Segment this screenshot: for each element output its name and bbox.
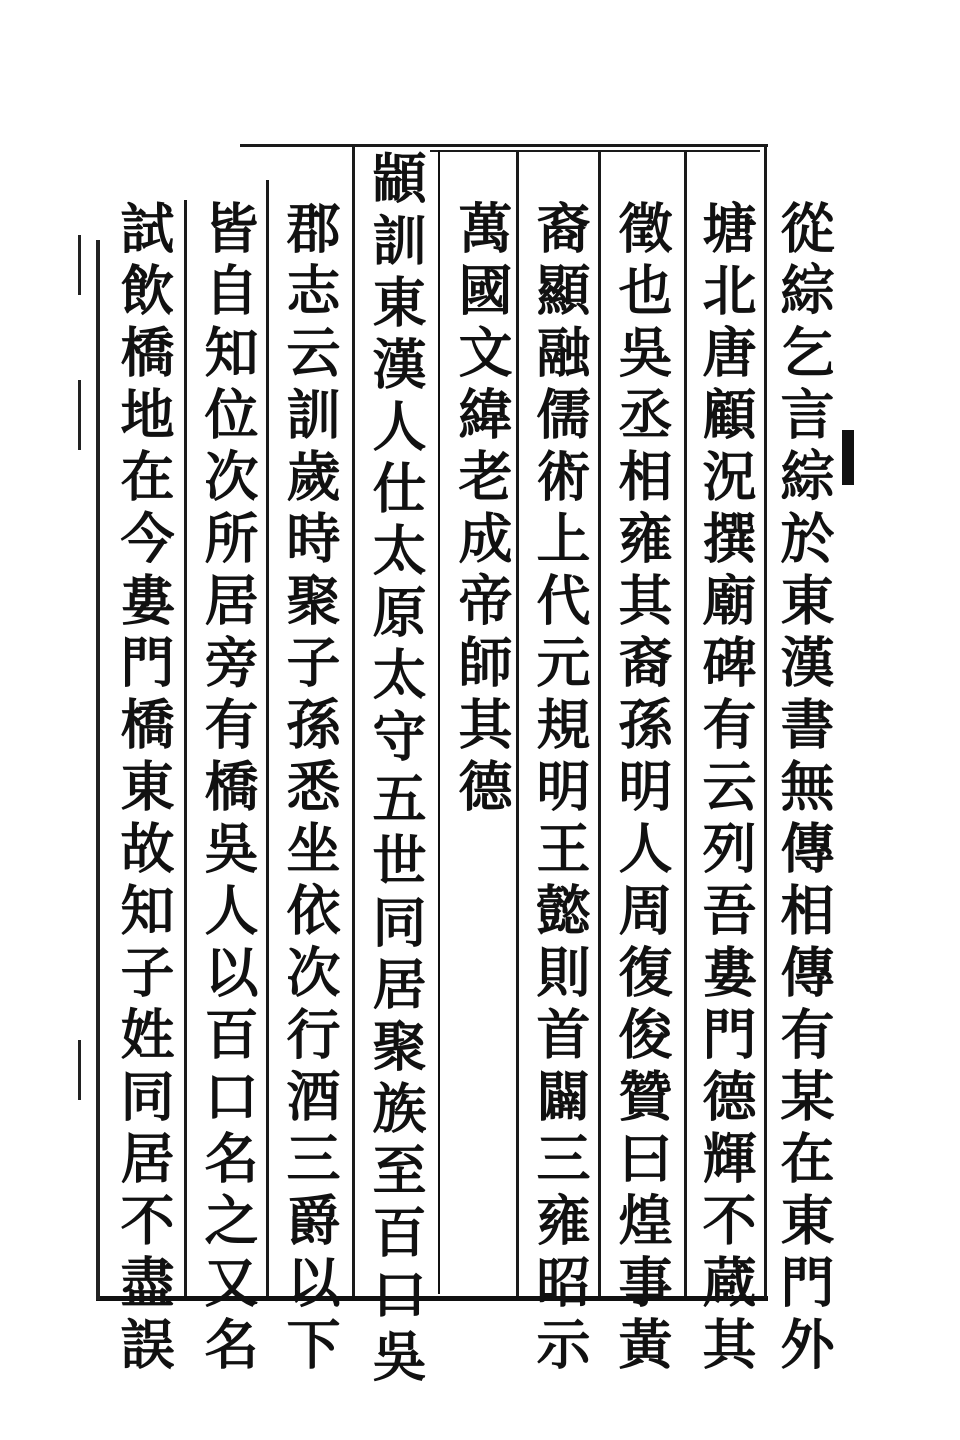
margin-mark (78, 235, 81, 295)
frame-right-rule (764, 146, 767, 1298)
column-rule (684, 150, 687, 1296)
column-rule (266, 180, 269, 1296)
text-column-2: 塘北唐顧況撰廟碑有云列吾婁門德輝不蔵其 (694, 200, 758, 1378)
text-column-3: 徵也吳丞相雍其裔孫明人周復俊贊曰煌事黃 (610, 200, 674, 1378)
column-rule (598, 150, 601, 1296)
frame-left-rule (96, 240, 100, 1300)
text-column-7: 郡志云訓歲時聚子孫悉坐依次行酒三爵以下 (278, 200, 342, 1378)
column-rule (516, 150, 519, 1296)
text-column-8: 皆自知位次所居旁有橋吳人以百口名之又名 (196, 200, 260, 1378)
edge-tab-mark (842, 430, 854, 485)
column-rule (184, 200, 187, 1296)
margin-mark (78, 1040, 81, 1100)
text-column-1: 從綜乞言綜於東漢書無傳相傳有某在東門外 (772, 200, 836, 1378)
text-column-9: 試飲橋地在今婁門橋東故知子姓同居不盡誤 (112, 200, 176, 1378)
text-column-5: 萬國文緯老成帝師其德 (450, 200, 514, 820)
text-column-4: 裔顯融儒術上代元規明王懿則首闢三雍昭示 (528, 200, 592, 1378)
margin-mark (78, 380, 81, 450)
frame-top-inner-rule (430, 150, 760, 152)
inner-box-rule (438, 150, 440, 1294)
column-rule (352, 146, 355, 1296)
text-column-6: 顓訓東漢人仕太原太守五世同居聚族至百口吳 (364, 150, 428, 1390)
frame-top-rule (240, 144, 768, 147)
